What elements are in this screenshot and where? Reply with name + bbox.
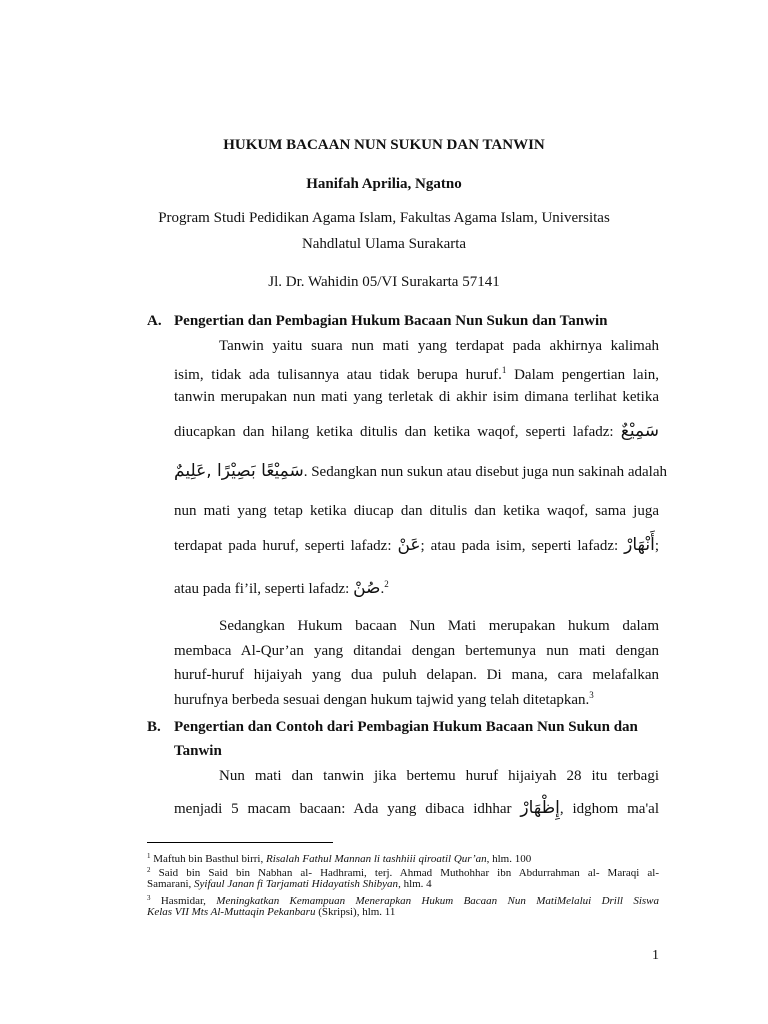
footnote-ref: 2 <box>384 579 389 589</box>
paragraph-line: menjadi 5 macam bacaan: Ada yang dibaca idhhar إِظْهَارْ, idghom ma'al <box>174 798 659 818</box>
arabic-text: سَمِيْعًا بَصِيْرًا ,عَلِيمٌ <box>174 461 304 481</box>
section-b-letter: B. <box>147 719 161 735</box>
paragraph-line: huruf-huruf hijaiyah yang dua puluh delapan. Di mana, cara melafalkan <box>174 667 659 683</box>
footnote-ref: 1 <box>501 365 507 375</box>
footnote-3: $^3$ Hasmidar, Meningkatkan Kemampuan Menerapkan Hukum Bacaan Nun MatiMelalui Drill Siswa <box>147 894 659 907</box>
arabic-text: إِظْهَارْ <box>520 798 560 818</box>
cited-title: Risalah Fathul Mannan li tashhiii qiroatil Qur’an <box>266 853 487 865</box>
affiliation-line-1: Program Studi Pedidikan Agama Islam, Fakultas Agama Islam, Universitas <box>158 210 610 226</box>
paragraph-line: membaca Al-Qur’an yang ditandai dengan bertemunya nun mati dengan <box>174 643 659 659</box>
footnote-2-cont: Samarani, Syifaul Janan fi Tarjamati Hidayatish Shibyan, hlm. 4 <box>147 878 432 890</box>
paragraph-line: سَمِيْعًا بَصِيْرًا ,عَلِيمٌ. Sedangkan nun sukun atau disebut juga nun sakinah adalah <box>174 461 667 481</box>
arabic-text: أَنْهَارْ <box>624 535 655 555</box>
paragraph-line: tanwin merupakan nun mati yang terletak di akhir isim dimana terlihat ketika <box>174 389 659 405</box>
paragraph-line: terdapat pada huruf, seperti lafadz: عَنْ; atau pada isim, seperti lafadz: أَنْهَارْ; <box>174 535 660 555</box>
paragraph-line: hurufnya berbeda sesuai dengan hukum tajwid yang telah ditetapkan.$^3$ <box>174 690 594 708</box>
address-line: Jl. Dr. Wahidin 05/VI Surakarta 57141 <box>268 274 500 290</box>
cited-title: Meningkatkan Kemampuan Menerapkan Hukum Bacaan Nun MatiMelalui Drill Siswa <box>216 895 659 907</box>
footnote-2: $^2$ Said bin Said bin Nabhan al- Hadhrami, terj. Ahmad Muthohhar ibn Abdurrahman al- Maraqi al- <box>147 866 659 879</box>
paragraph-line: atau pada fi’il, seperti lafadz: صُنْ.$^2$ <box>174 578 389 598</box>
paragraph-line: Nun mati dan tanwin jika bertemu huruf hijaiyah 28 itu terbagi <box>219 768 659 784</box>
footnote-separator <box>147 842 333 843</box>
section-a-letter: A. <box>147 313 162 329</box>
section-b-title-line-1: Pengertian dan Contoh dari Pembagian Hukum Bacaan Nun Sukun dan <box>174 719 638 735</box>
author-list: Hanifah Aprilia, Ngatno <box>306 176 462 192</box>
affiliation-line-2: Nahdlatul Ulama Surakarta <box>301 236 467 252</box>
arabic-text: صُنْ <box>353 578 381 598</box>
paragraph-line: Sedangkan Hukum bacaan Nun Mati merupakan hukum dalam <box>219 618 659 634</box>
paragraph-line: nun mati yang tetap ketika diucap dan ditulis dan ketika waqof, sama juga <box>174 503 659 519</box>
paragraph-line: Tanwin yaitu suara nun mati yang terdapat pada akhirnya kalimah <box>219 338 659 354</box>
footnote-3-cont: Kelas VII Mts Al-Muttaqin Pekanbaru (Skripsi), hlm. 11 <box>147 906 396 918</box>
arabic-text: عَنْ <box>397 535 421 555</box>
footnote-ref: 3 <box>589 690 594 700</box>
paragraph-line: isim, tidak ada tulisannya atau tidak berupa huruf.$^1$ Dalam pengertian lain, <box>174 365 659 383</box>
paragraph-line: diucapkan dan hilang ketika ditulis dan ketika waqof, seperti lafadz: سَمِيْعٌ <box>174 421 660 441</box>
section-a-title: Pengertian dan Pembagian Hukum Bacaan Nun Sukun dan Tanwin <box>174 313 608 329</box>
paper-title: HUKUM BACAAN NUN SUKUN DAN TANWIN <box>223 137 545 153</box>
cited-title: Syifaul Janan fi Tarjamati Hidayatish Shibyan <box>194 878 399 890</box>
arabic-text: سَمِيْعٌ <box>620 421 660 441</box>
section-b-title-line-2: Tanwin <box>174 743 222 759</box>
page-number: 1 <box>652 948 659 963</box>
footnote-1: $^1$ Maftuh bin Basthul birri, Risalah Fathul Mannan li tashhiii qiroatil Qur’an, hlm. 100 <box>147 852 532 865</box>
cited-title: Kelas VII Mts Al-Muttaqin Pekanbaru <box>147 906 316 918</box>
